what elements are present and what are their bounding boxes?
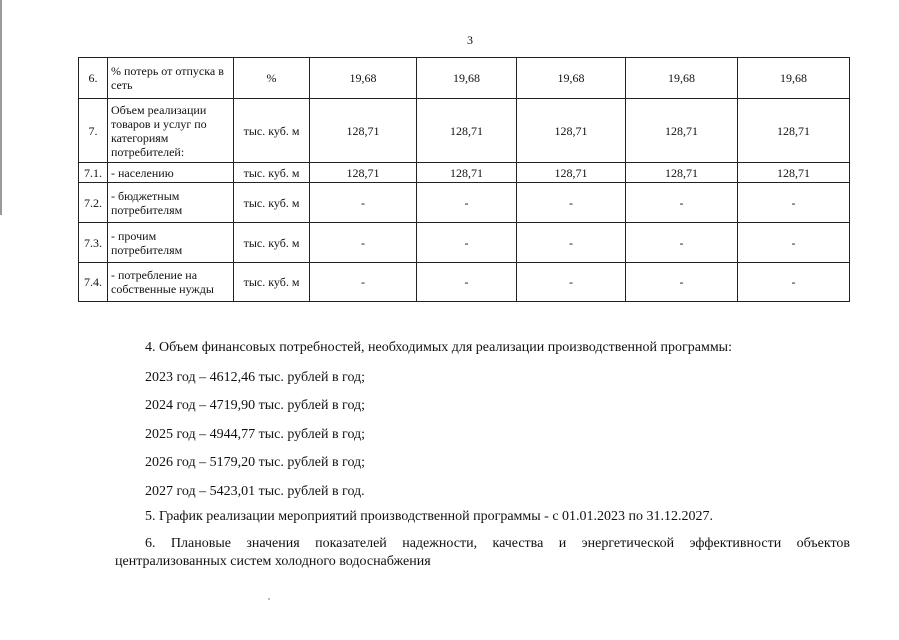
row-value: - xyxy=(738,183,850,223)
row-unit: тыс. куб. м xyxy=(234,183,310,223)
year-line: 2025 год – 4944,77 тыс. рублей в год; xyxy=(145,427,366,442)
row-value: - xyxy=(517,223,626,263)
year-line: 2026 год – 5179,20 тыс. рублей в год; xyxy=(145,455,366,470)
row-value: - xyxy=(626,263,738,302)
indicators-table xyxy=(78,57,850,302)
year-line: 2023 год – 4612,46 тыс. рублей в год; xyxy=(145,370,366,385)
row-value: - xyxy=(626,183,738,223)
row-name: % потерь от отпуска в сеть xyxy=(108,58,234,99)
row-value: 19,68 xyxy=(310,58,417,99)
row-name: - прочим потребителям xyxy=(108,223,234,263)
row-value: 128,71 xyxy=(626,163,738,183)
table-row xyxy=(79,223,850,263)
row-value: 128,71 xyxy=(417,163,517,183)
row-value: 128,71 xyxy=(738,99,850,163)
row-name: Объем реализации товаров и услуг по категориям потребителей: xyxy=(108,99,234,163)
row-unit: тыс. куб. м xyxy=(234,163,310,183)
row-name: - населению xyxy=(108,163,234,183)
year-line: 2027 год – 5423,01 тыс. рублей в год. xyxy=(145,484,365,499)
row-value: 19,68 xyxy=(626,58,738,99)
row-value: 19,68 xyxy=(417,58,517,99)
row-value: - xyxy=(417,223,517,263)
row-value: 128,71 xyxy=(417,99,517,163)
row-number: 7.1. xyxy=(79,163,108,183)
row-value: - xyxy=(517,183,626,223)
table-row xyxy=(79,99,850,163)
row-value: 128,71 xyxy=(517,99,626,163)
row-value: - xyxy=(310,183,417,223)
row-value: - xyxy=(417,183,517,223)
row-number: 7.2. xyxy=(79,183,108,223)
year-line: 2024 год – 4719,90 тыс. рублей в год; xyxy=(145,398,366,413)
row-unit: тыс. куб. м xyxy=(234,263,310,302)
row-value: - xyxy=(626,223,738,263)
row-value: 128,71 xyxy=(738,163,850,183)
row-value: 128,71 xyxy=(310,163,417,183)
paragraph-financial-needs: 4. Объем финансовых потребностей, необходимых для реализации производственной программы: xyxy=(145,340,732,355)
row-value: 128,71 xyxy=(310,99,417,163)
row-unit: % xyxy=(234,58,310,99)
row-value: 19,68 xyxy=(517,58,626,99)
row-number: 7.4. xyxy=(79,263,108,302)
row-value: 128,71 xyxy=(517,163,626,183)
row-value: - xyxy=(417,263,517,302)
row-value: - xyxy=(517,263,626,302)
scan-speck xyxy=(268,598,270,600)
row-name: - бюджетным потребителям xyxy=(108,183,234,223)
row-number: 7.3. xyxy=(79,223,108,263)
row-unit: тыс. куб. м xyxy=(234,223,310,263)
row-unit: тыс. куб. м xyxy=(234,99,310,163)
page-number: 3 xyxy=(467,33,473,47)
row-value: 19,68 xyxy=(738,58,850,99)
table-row xyxy=(79,183,850,223)
row-name: - потребление на собственные нужды xyxy=(108,263,234,302)
row-value: - xyxy=(738,263,850,302)
row-number: 6. xyxy=(79,58,108,99)
table-row xyxy=(79,58,850,99)
row-value: 128,71 xyxy=(626,99,738,163)
row-value: - xyxy=(310,263,417,302)
row-number: 7. xyxy=(79,99,108,163)
table-row xyxy=(79,163,850,183)
paragraph-planned-values: 6. Плановые значения показателей надежности, качества и энергетической эффективности объектов централизованных систем холодного водоснабжения xyxy=(115,536,850,569)
paragraph-schedule: 5. График реализации мероприятий производственной программы - с 01.01.2023 по 31.12.2027. xyxy=(145,509,714,524)
row-value: - xyxy=(310,223,417,263)
row-value: - xyxy=(738,223,850,263)
table-row xyxy=(79,263,850,302)
